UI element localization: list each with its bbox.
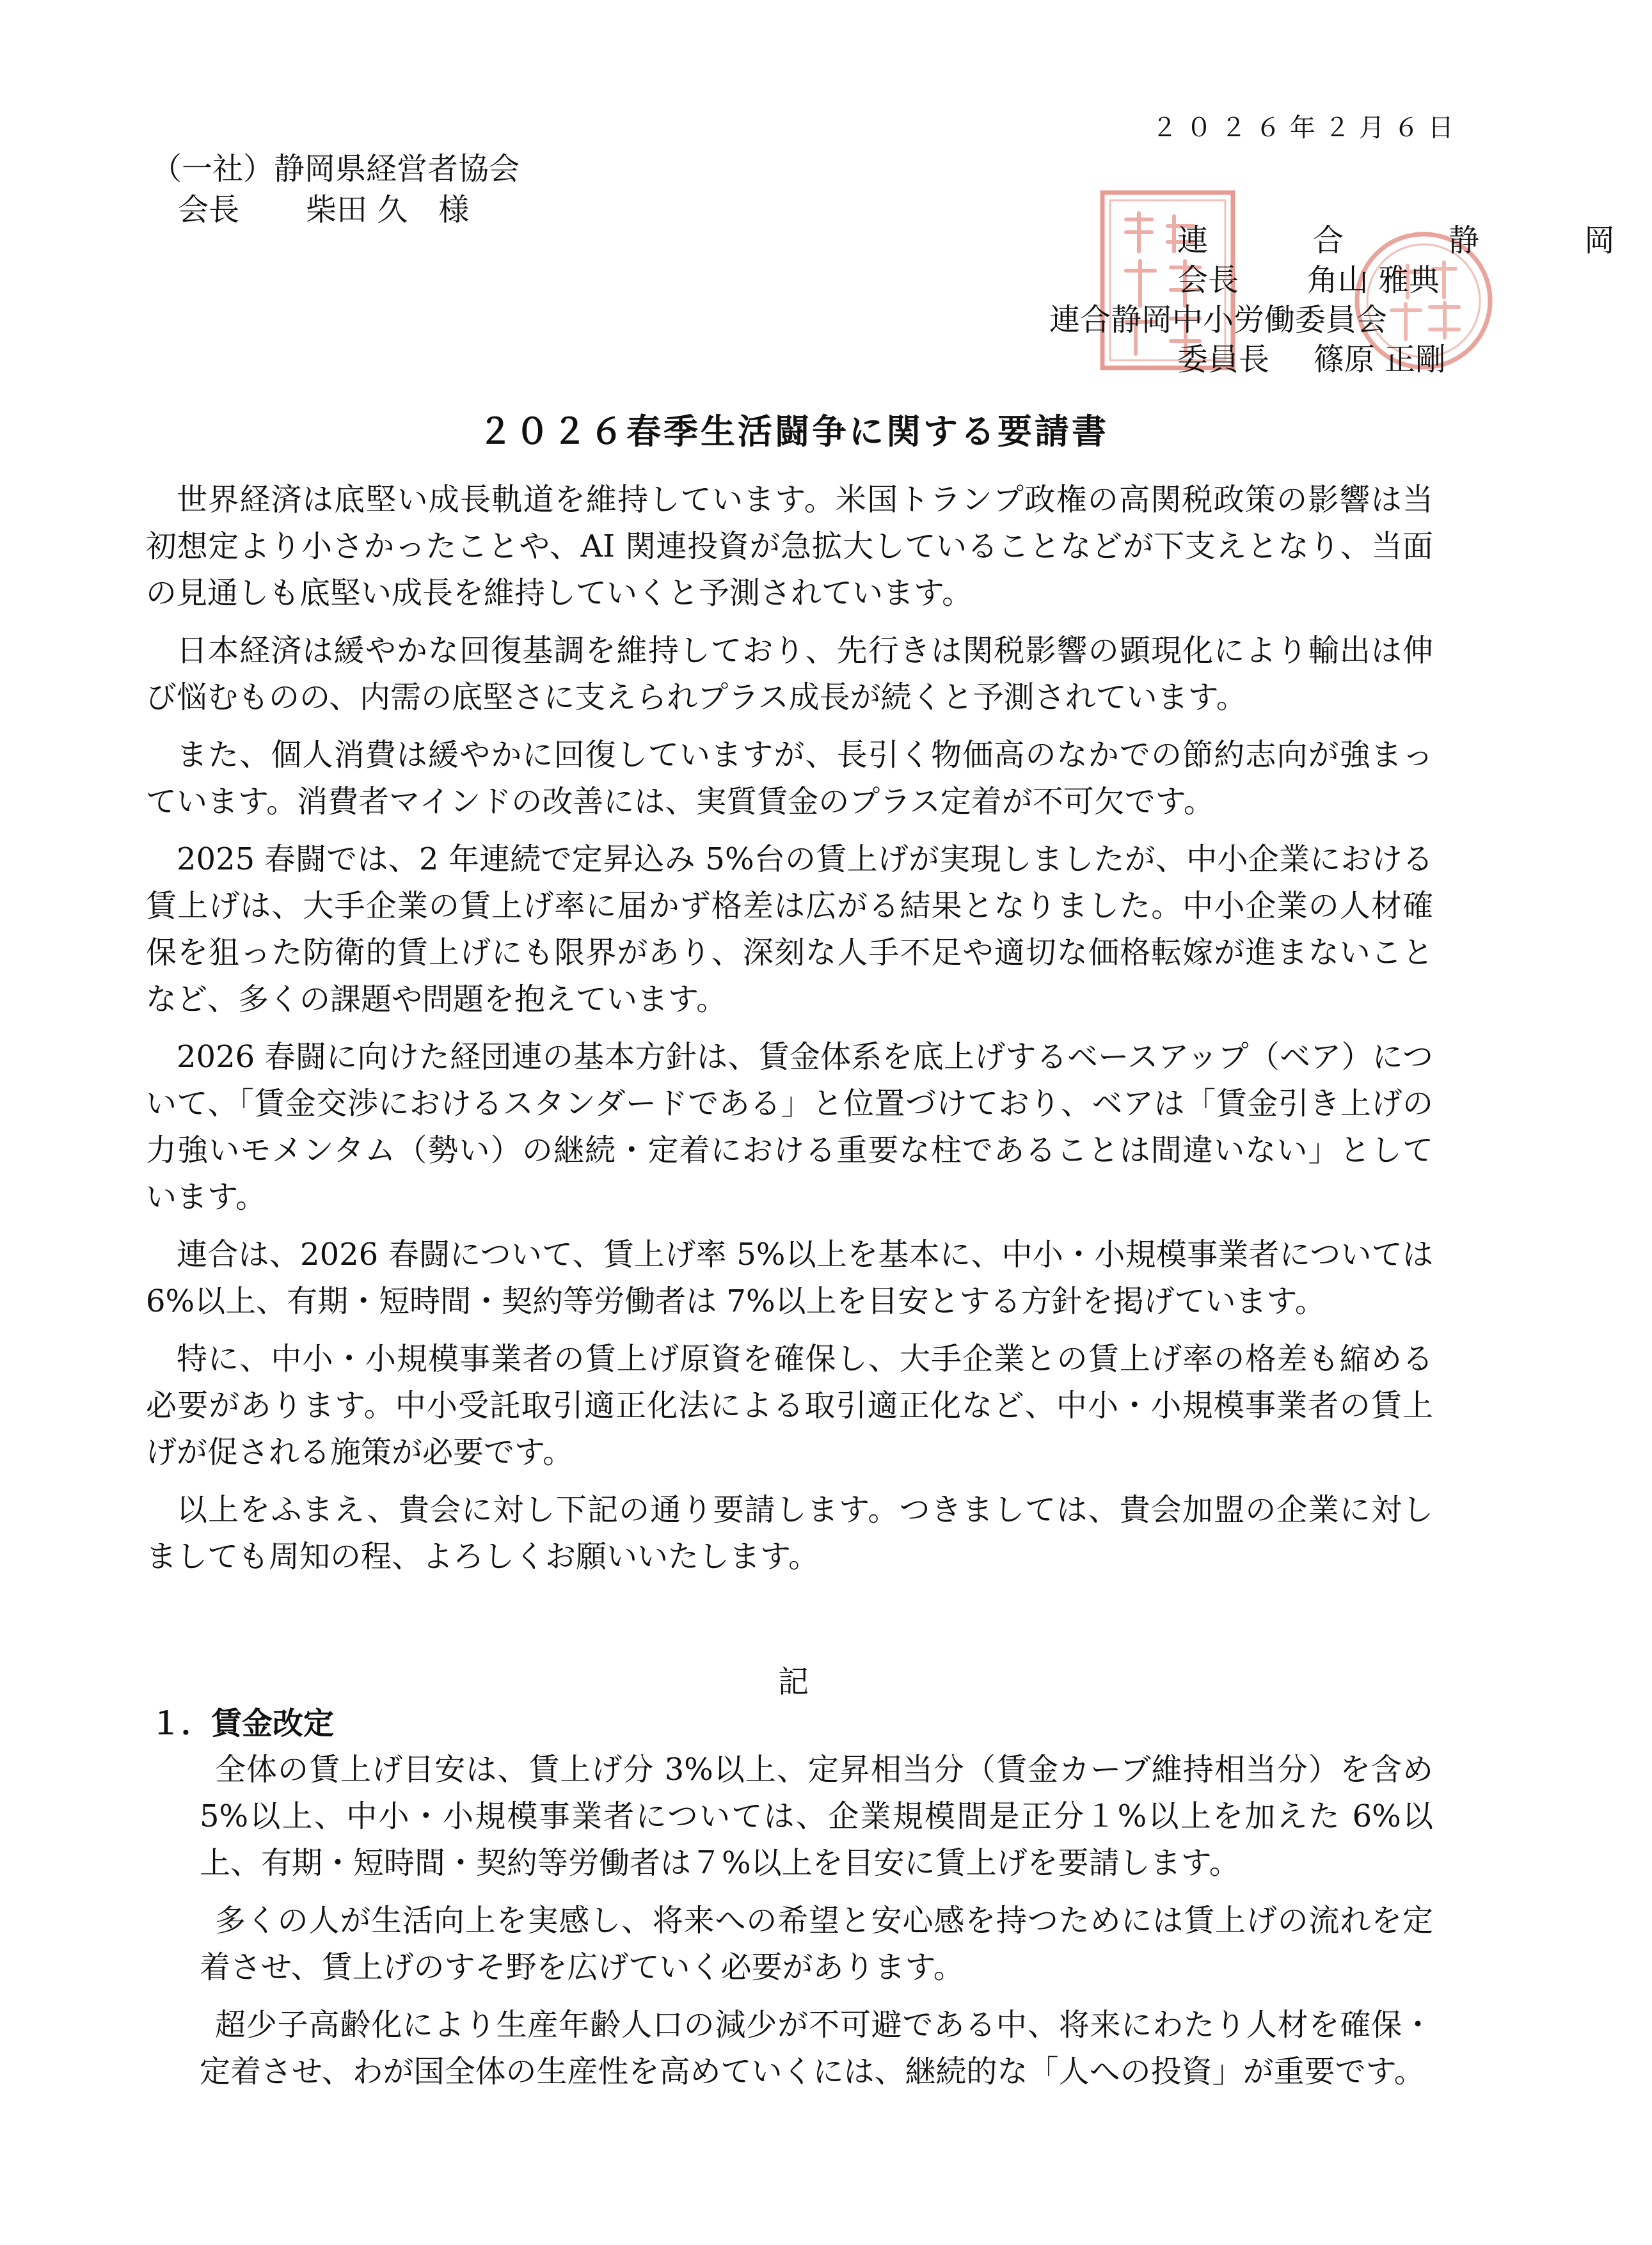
section-paragraph: 全体の賃上げ目安は、賃上げ分 3%以上、定昇相当分（賃金カーブ維持相当分）を含め 5%以上、中小・小規模事業者については、企業規模間是正分１%以上を加えた 6%以上、有期・短時間・契約等労働者は７%以上を目安に賃上げを要請します。 xyxy=(200,1752,1433,1881)
body-paragraph: 日本経済は緩やかな回復基調を維持しており、先行きは関税影響の顕現化により輸出は伸び悩むものの、内需の底堅さに支えられプラス成長が続くと予測されています。 xyxy=(146,633,1433,715)
section-paragraph: 多くの人が生活向上を実感し、将来への希望と安心感を持つためには賃上げの流れを定着させ、賃上げのすそ野を広げていく必要があります。 xyxy=(200,1903,1433,1985)
sender-committee-chair-title: 委員長 xyxy=(1177,342,1270,377)
body-text xyxy=(146,477,1433,1591)
sender-block xyxy=(1049,221,1652,379)
sender-chair xyxy=(1049,260,1446,300)
sender-organization: 連 合 静 岡 xyxy=(1177,223,1652,258)
body-paragraph: 2026 春闘に向けた経団連の基本方針は、賃金体系を底上げするベースアップ（ベア）について、「賃金交渉におけるスタンダードである」と位置づけており、ベアは「賃金引き上げの力強いモメンタム（勢い）の継続・定着における重要な柱であることは間違いない」としています。 xyxy=(146,1039,1433,1215)
document-title: ２０２６春季生活闘争に関する要請書 xyxy=(478,411,1109,452)
section-number: １． xyxy=(150,1706,212,1741)
recipient-title: 会長 xyxy=(178,192,240,228)
recipient-organization: （一社）静岡県経営者協会 xyxy=(151,151,520,187)
body-paragraph: また、個人消費は緩やかに回復していますが、長引く物価高のなかでの節約志向が強まっています。消費者マインドの改善には、実質賃金のプラス定着が不可欠です。 xyxy=(146,737,1433,820)
section-paragraph: 超少子高齢化により生産年齢人口の減少が不可避である中、将来にわたり人材を確保・定着させ、わが国全体の生産性を高めていくには、継続的な「人への投資」が重要です。 xyxy=(200,2007,1433,2090)
ki-marker: 記 xyxy=(777,1664,809,1700)
body-paragraph: 連合は、2026 春闘について、賃上げ率 5%以上を基本に、中小・小規模事業者については 6%以上、有期・短時間・契約等労働者は 7%以上を目安とする方針を掲げています。 xyxy=(146,1237,1433,1319)
body-paragraph: 2025 春闘では、2 年連続で定昇込み 5%台の賃上げが実現しましたが、中小企業における賃上げは、大手企業の賃上げ率に届かず格差は広がる結果となりました。中小企業の人材確保を狙った防衛的賃上げにも限界があり、深刻な人手不足や適切な価格転嫁が進まないことなど、多くの課題や問題を抱えています。 xyxy=(146,841,1433,1017)
recipient-name: 柴田 久 様 xyxy=(306,192,470,228)
section-body xyxy=(200,1747,1433,2106)
sender-chair-name: 角山 雅典 xyxy=(1307,262,1440,298)
body-paragraph: 特に、中小・小規模事業者の賃上げ原資を確保し、大手企業との賃上げ率の格差も縮める必要があります。中小受託取引適正化法による取引適正化など、中小・小規模事業者の賃上げが促される施策が必要です。 xyxy=(146,1341,1433,1470)
body-paragraph: 以上をふまえ、貴会に対し下記の通り要請します。つきましては、貴会加盟の企業に対しましても周知の程、よろしくお願いいたします。 xyxy=(146,1492,1433,1575)
sender-committee-chair xyxy=(1049,340,1446,379)
sender-chair-title: 会長 xyxy=(1177,262,1239,298)
document-date: ２０２６年２月６日 xyxy=(1152,113,1463,143)
recipient-block xyxy=(151,148,520,230)
section-heading xyxy=(150,1699,334,1743)
recipient-person xyxy=(151,189,520,230)
body-paragraph: 世界経済は底堅い成長軌道を維持しています。米国トランプ政権の高関税政策の影響は当初想定より小さかったことや、AI 関連投資が急拡大していることなどが下支えとなり、当面の見通しも底堅い成長を維持していくと予測されています。 xyxy=(146,482,1433,611)
sender-committee-chair-name: 篠原 正剛 xyxy=(1313,342,1446,377)
section-title: 賃金改定 xyxy=(211,1706,335,1741)
sender-committee: 連合静岡中小労働委員会 xyxy=(1049,302,1388,338)
